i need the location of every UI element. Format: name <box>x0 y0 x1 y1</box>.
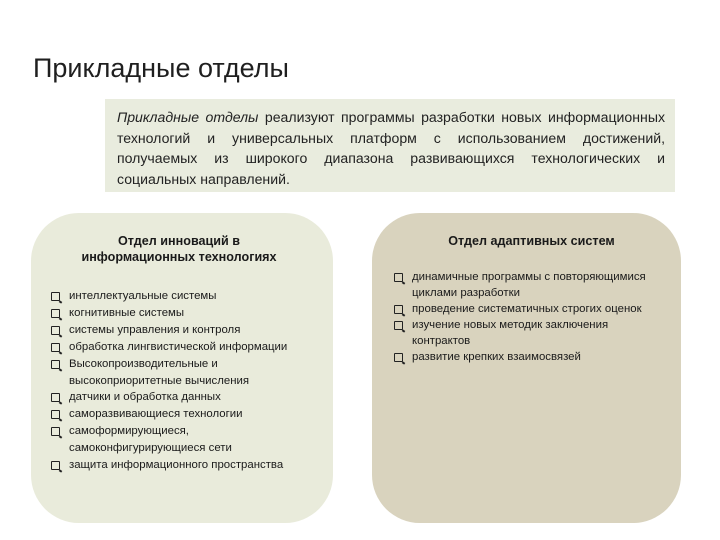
checkbox-bullet-icon <box>51 343 60 352</box>
list-item <box>394 269 669 301</box>
innovation-list <box>51 288 321 474</box>
checkbox-bullet-icon <box>51 410 60 419</box>
innovation-department-panel <box>31 213 333 523</box>
adaptive-systems-panel <box>372 213 681 523</box>
checkbox-bullet-icon <box>394 353 403 362</box>
list-item-text: саморазвивающиеся технологии <box>69 408 243 421</box>
checkbox-bullet-icon <box>51 360 60 369</box>
list-item <box>394 317 669 349</box>
list-item-text: Высокопроизводительные и высокоприоритетные вычисления <box>69 357 250 387</box>
list-item-text: системы управления и контроля <box>69 323 241 336</box>
adaptive-list <box>394 269 669 366</box>
checkbox-bullet-icon <box>394 305 403 314</box>
list-item-text: интеллектуальные системы <box>69 290 217 302</box>
list-item <box>51 406 321 423</box>
intro-emphasis: Прикладные отделы <box>117 109 259 125</box>
list-item-text: развитие крепких взаимосвязей <box>412 351 581 364</box>
innovation-department-heading <box>51 233 321 265</box>
intro-text: реализуют программы разработки новых информационных технологий и универсальных платформ с использованием достижений, получаемых из широкого диапазона развивающихся технологических и социальных направлений. <box>117 109 665 187</box>
list-item <box>51 457 321 474</box>
heading-line-2: информационных технологиях <box>81 250 277 264</box>
list-item <box>51 305 321 322</box>
list-item <box>51 356 321 390</box>
list-item-text: самоформирующиеся, самоконфигурирующиеся сети <box>69 425 232 455</box>
list-item-text: защита информационного пространства <box>69 459 284 472</box>
checkbox-bullet-icon <box>51 427 60 436</box>
list-item-text: изучение новых методик заключения контрактов <box>412 319 609 348</box>
list-item <box>51 322 321 339</box>
checkbox-bullet-icon <box>394 273 403 282</box>
checkbox-bullet-icon <box>51 292 60 301</box>
page-title: Прикладные отделы <box>33 53 289 83</box>
list-item-text: датчики и обработка данных <box>69 391 221 404</box>
checkbox-bullet-icon <box>51 461 60 470</box>
checkbox-bullet-icon <box>51 393 60 402</box>
intro-text-box <box>105 99 675 192</box>
list-item-text: когнитивные системы <box>69 306 185 319</box>
list-item-text: динамичные программы с повторяющимися циклами разработки <box>412 271 646 300</box>
list-item <box>394 301 669 317</box>
list-item <box>51 389 321 406</box>
list-item <box>394 349 669 365</box>
list-item <box>51 339 321 356</box>
list-item <box>51 423 321 457</box>
list-item-text: обработка лингвистической информации <box>69 340 288 353</box>
heading-line-1: Отдел инноваций в <box>118 234 240 248</box>
checkbox-bullet-icon <box>51 326 60 335</box>
checkbox-bullet-icon <box>394 321 403 330</box>
adaptive-systems-heading: Отдел адаптивных систем <box>448 234 615 248</box>
list-item-text: проведение систематичных строгих оценок <box>412 303 642 316</box>
checkbox-bullet-icon <box>51 309 60 318</box>
list-item <box>51 288 321 305</box>
